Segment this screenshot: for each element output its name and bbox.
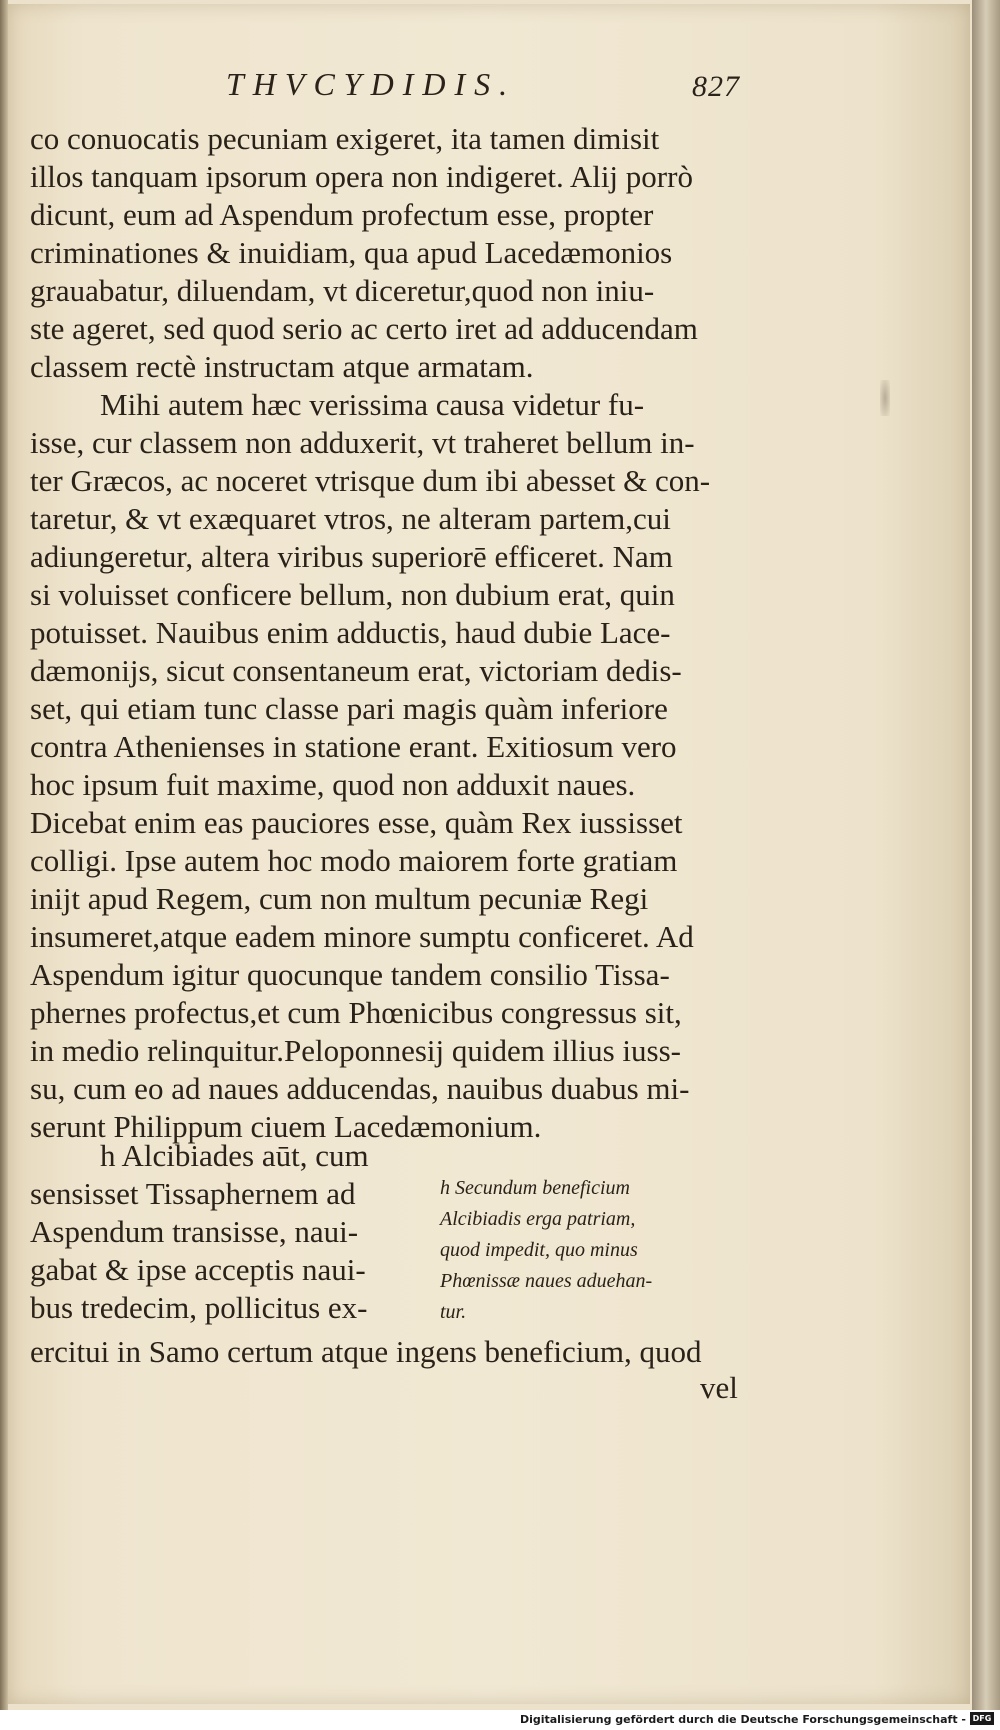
text-line: ercitui in Samo certum atque ingens beneficium, quod xyxy=(30,1334,702,1369)
note-line: quod impedit, quo minus xyxy=(440,1239,638,1261)
note-line: h Secundum beneficium xyxy=(440,1177,630,1199)
text-line: ste ageret, sed quod serio ac certo iret ad adducendam xyxy=(30,311,698,346)
text-line: illos tanquam ipsorum opera non indigeret. Alij porrò xyxy=(30,159,693,194)
text-line: co conuocatis pecuniam exigeret, ita tamen dimisit xyxy=(30,121,660,156)
text-line: insumeret,atque eadem minore sumptu conficeret. Ad xyxy=(30,919,694,954)
text-line: sensisset Tissaphernem ad xyxy=(30,1176,356,1211)
text-line: Aspendum transisse, naui- xyxy=(30,1214,359,1249)
text-line: taretur, & vt exæquaret vtros, ne alteram partem,cui xyxy=(30,501,671,536)
text-line: Aspendum igitur quocunque tandem consilio Tissa- xyxy=(30,957,670,992)
text-line: colligi. Ipse autem hoc modo maiorem forte gratiam xyxy=(30,843,678,878)
running-head: THVCYDIDIS. xyxy=(226,66,517,102)
text-line: classem rectè instructam atque armatam. xyxy=(30,349,534,384)
text-line: adiungeretur, altera viribus superiorē efficeret. Nam xyxy=(30,539,673,574)
text-line: gabat & ipse acceptis naui- xyxy=(30,1252,366,1287)
page-right-edge xyxy=(972,0,1000,1710)
closing-text-block xyxy=(30,1333,750,1371)
text-line: serunt Philippum ciuem Lacedæmonium. xyxy=(30,1109,542,1144)
text-line: dæmonijs, sicut consentaneum erat, victoriam dedis- xyxy=(30,653,682,688)
text-line: su, cum eo ad naues adducendas, nauibus duabus mi- xyxy=(30,1071,690,1106)
text-line: set, qui etiam tunc classe pari magis quàm inferiore xyxy=(30,691,668,726)
paragraph-start-line: Mihi autem hæc verissima causa videtur fu- xyxy=(100,387,645,422)
text-line: in medio relinquitur.Peloponnesij quidem illius iuss- xyxy=(30,1033,681,1068)
marginal-note xyxy=(440,1173,780,1328)
text-line: hoc ipsum fuit maxime, quod non adduxit naues. xyxy=(30,767,636,802)
catchword: vel xyxy=(700,1370,738,1405)
text-line: Dicebat enim eas pauciores esse, quàm Rex iussisset xyxy=(30,805,683,840)
main-text-block xyxy=(30,120,750,1146)
narrow-text-column xyxy=(30,1137,410,1327)
text-line: phernes profectus,et cum Phœnicibus congressus sit, xyxy=(30,995,682,1030)
text-line: dicunt, eum ad Aspendum profectum esse, propter xyxy=(30,197,654,232)
page-number: 827 xyxy=(692,70,740,103)
paragraph-start-line: h Alcibiades aūt, cum xyxy=(100,1138,369,1173)
text-line: potuisset. Nauibus enim adductis, haud dubie Lace- xyxy=(30,615,671,650)
dfg-logo: DFG xyxy=(970,1712,994,1725)
text-line: bus tredecim, pollicitus ex- xyxy=(30,1290,368,1325)
text-line: criminationes & inuidiam, qua apud Lacedæmonios xyxy=(30,235,673,270)
text-with-marginal-note xyxy=(30,1137,750,1333)
text-line: inijt apud Regem, cum non multum pecuniæ Regi xyxy=(30,881,649,916)
text-line: isse, cur classem non adduxerit, vt traheret bellum in- xyxy=(30,425,695,460)
page-left-edge xyxy=(0,0,8,1710)
page-stain xyxy=(880,380,890,416)
text-line: grauabatur, diluendam, vt diceretur,quod non iniu- xyxy=(30,273,655,308)
funding-credit: Digitalisierung gefördert durch die Deutsche Forschungsgemeinschaft - xyxy=(519,1713,966,1726)
note-line: Phœnissæ naues aduehan- xyxy=(440,1270,653,1292)
text-line: si voluisset conficere bellum, non dubium erat, quin xyxy=(30,577,675,612)
note-line: Alcibiadis erga patriam, xyxy=(440,1208,636,1230)
text-line: ter Græcos, ac noceret vtrisque dum ibi abesset & con- xyxy=(30,463,711,498)
text-line: contra Athenienses in statione erant. Exitiosum vero xyxy=(30,729,677,764)
note-line: tur. xyxy=(440,1301,467,1323)
